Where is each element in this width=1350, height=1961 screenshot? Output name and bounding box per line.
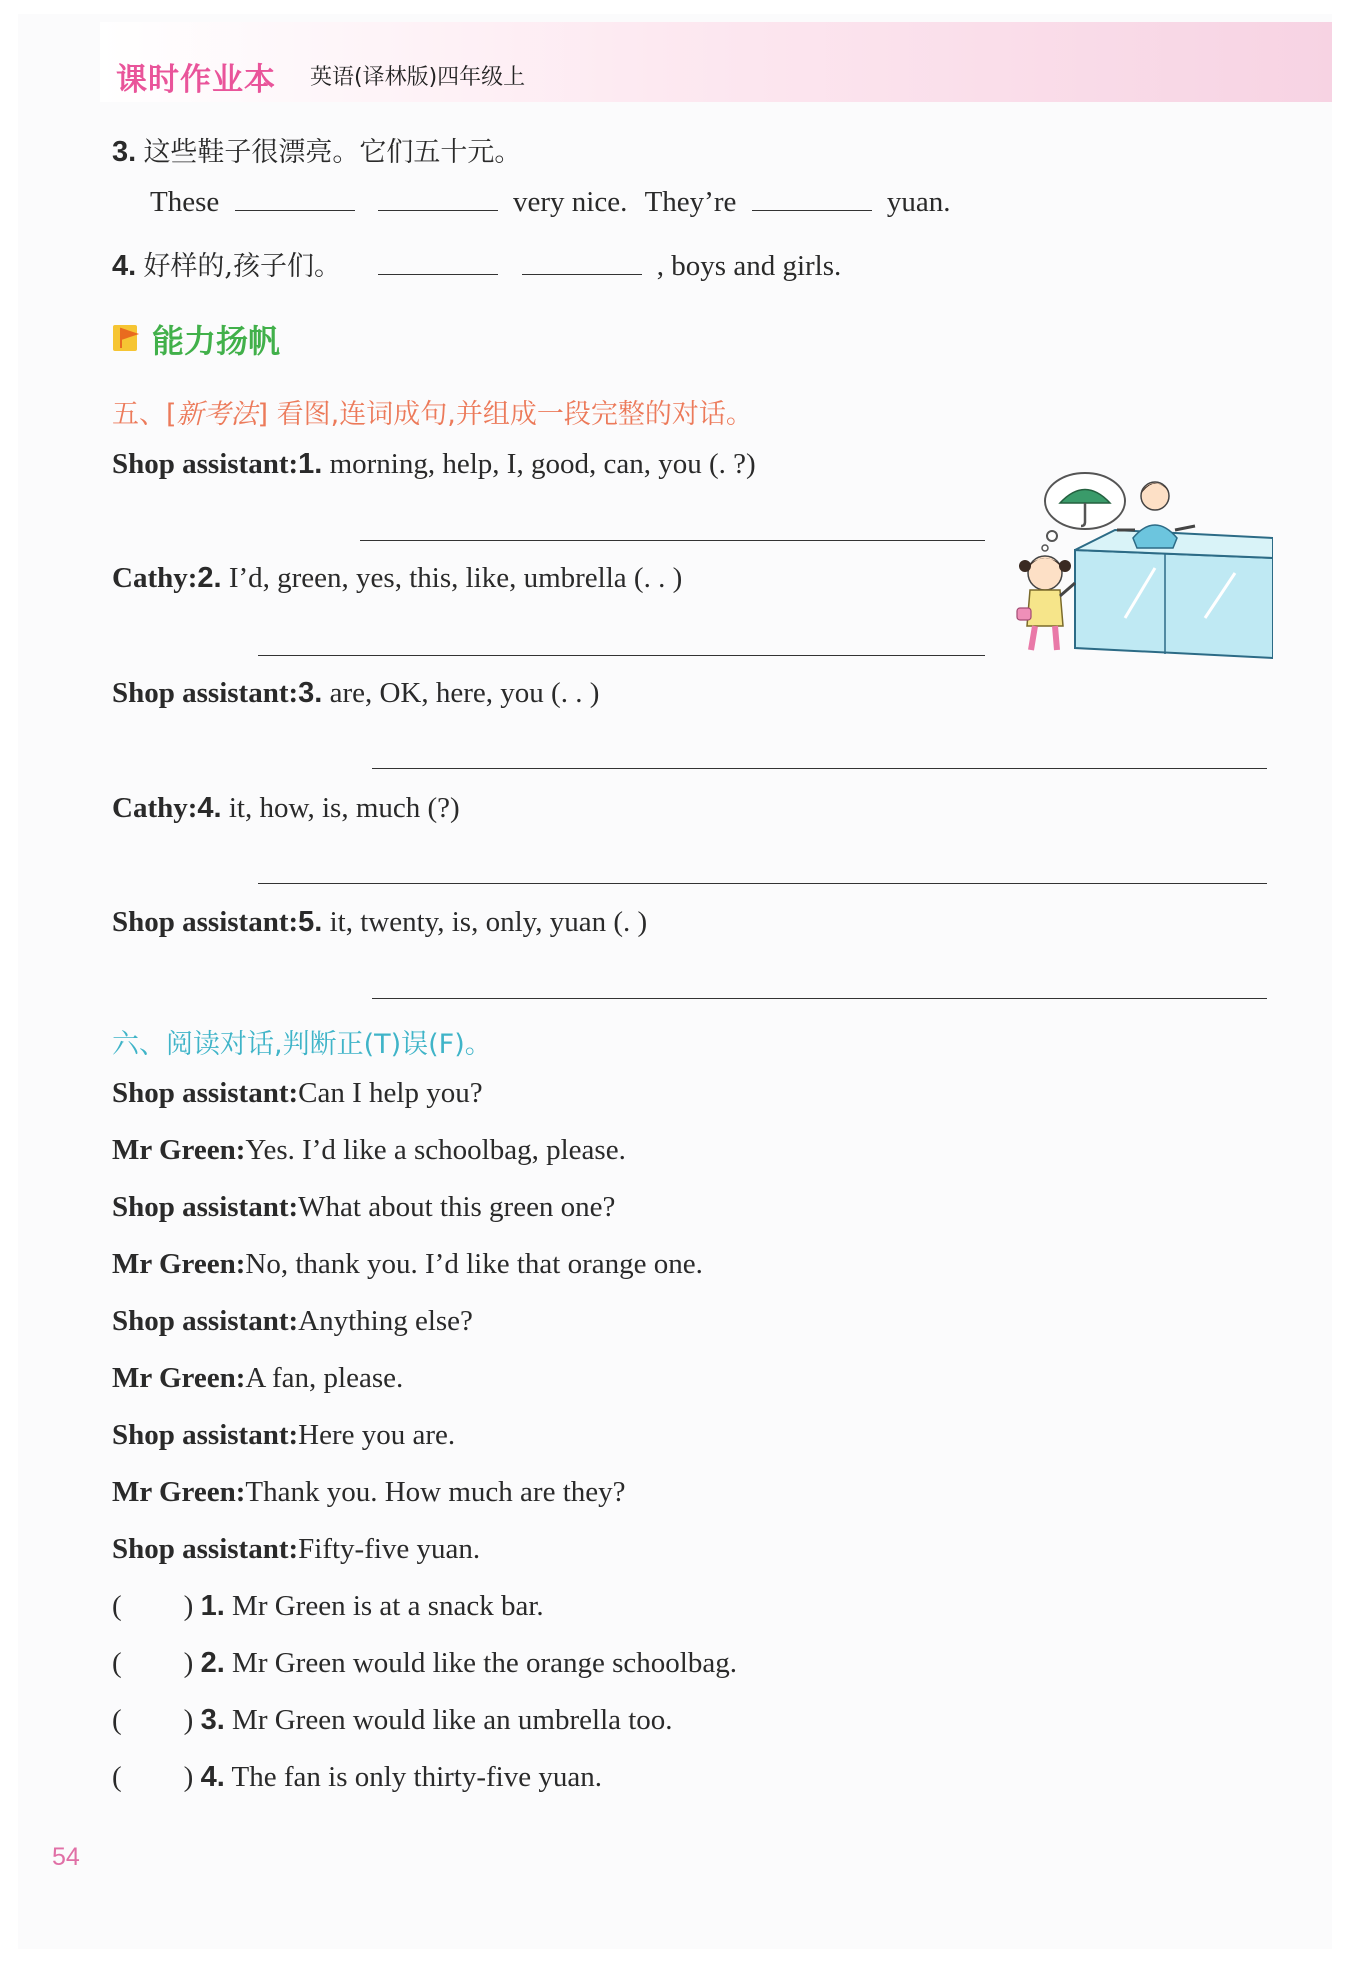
new-method-tag: 新考法	[176, 399, 258, 430]
answer-paren-open[interactable]: (	[112, 1761, 122, 1793]
answer-blank[interactable]	[378, 250, 498, 275]
answer-line-5[interactable]	[372, 998, 1267, 999]
answer-line-1[interactable]	[360, 540, 985, 541]
section-flag-icon	[112, 322, 144, 354]
answer-paren-open[interactable]: (	[112, 1590, 122, 1622]
answer-line-3[interactable]	[372, 768, 1267, 769]
answer-paren-open[interactable]: (	[112, 1704, 122, 1736]
page-number: 54	[52, 1843, 80, 1871]
answer-blank[interactable]	[752, 186, 872, 211]
judgement-item-1: ( ) 1. Mr Green is at a snack bar.	[112, 1590, 544, 1622]
girl-figure	[1017, 556, 1075, 650]
judgement-item-2: ( ) 2. Mr Green would like the orange schoolbag.	[112, 1647, 737, 1679]
part-5-item-4: Cathy:4. it, how, is, much (?)	[112, 792, 460, 824]
answer-paren-open[interactable]: (	[112, 1647, 122, 1679]
answer-blank[interactable]	[522, 250, 642, 275]
answer-blank[interactable]	[378, 186, 498, 211]
dialogue-line: Shop assistant:What about this green one?	[112, 1191, 616, 1223]
book-subtitle: 英语(译林版)四年级上	[310, 65, 526, 90]
question-3-prompt: 3. 这些鞋子很漂亮。它们五十元。	[112, 136, 522, 168]
part-5-heading: 五、[新考法] 看图,连词成句,并组成一段完整的对话。	[112, 399, 753, 430]
part-6-heading: 六、阅读对话,判断正(T)误(F)。	[112, 1029, 492, 1060]
part-5-item-3: Shop assistant:3. are, OK, here, you (. . )	[112, 677, 600, 709]
answer-line-2[interactable]	[258, 655, 985, 656]
dialogue-line: Mr Green:A fan, please.	[112, 1362, 404, 1394]
answer-blank[interactable]	[235, 186, 355, 211]
dialogue-line: Shop assistant:Can I help you?	[112, 1077, 483, 1109]
dialogue-line: Shop assistant:Here you are.	[112, 1419, 456, 1451]
section-title: 能力扬帆	[152, 322, 281, 360]
judgement-item-3: ( ) 3. Mr Green would like an umbrella too.	[112, 1704, 673, 1736]
shop-illustration	[1005, 468, 1273, 663]
dialogue-line: Mr Green:Yes. I’d like a schoolbag, please.	[112, 1134, 626, 1166]
dialogue-line: Mr Green:Thank you. How much are they?	[112, 1476, 626, 1508]
book-title: 课时作业本	[116, 62, 276, 98]
part-5-item-2: Cathy:2. I’d, green, yes, this, like, umbrella (. . )	[112, 562, 683, 594]
header-band	[100, 22, 1332, 102]
question-3-answer-line: These very nice. They’re yuan.	[150, 186, 951, 218]
dialogue-line: Mr Green:No, thank you. I’d like that orange one.	[112, 1248, 703, 1280]
question-4-prompt: 4. 好样的,孩子们。 , boys and girls.	[112, 250, 842, 282]
glass-counter	[1075, 530, 1273, 658]
judgement-item-4: ( ) 4. The fan is only thirty-five yuan.	[112, 1761, 602, 1793]
dialogue-line: Shop assistant:Anything else?	[112, 1305, 473, 1337]
part-5-item-1: Shop assistant:1. morning, help, I, good, can, you (. ?)	[112, 448, 756, 480]
answer-line-4[interactable]	[258, 883, 1267, 884]
part-5-item-5: Shop assistant:5. it, twenty, is, only, yuan (. )	[112, 906, 648, 938]
dialogue-line: Shop assistant:Fifty-five yuan.	[112, 1533, 481, 1565]
